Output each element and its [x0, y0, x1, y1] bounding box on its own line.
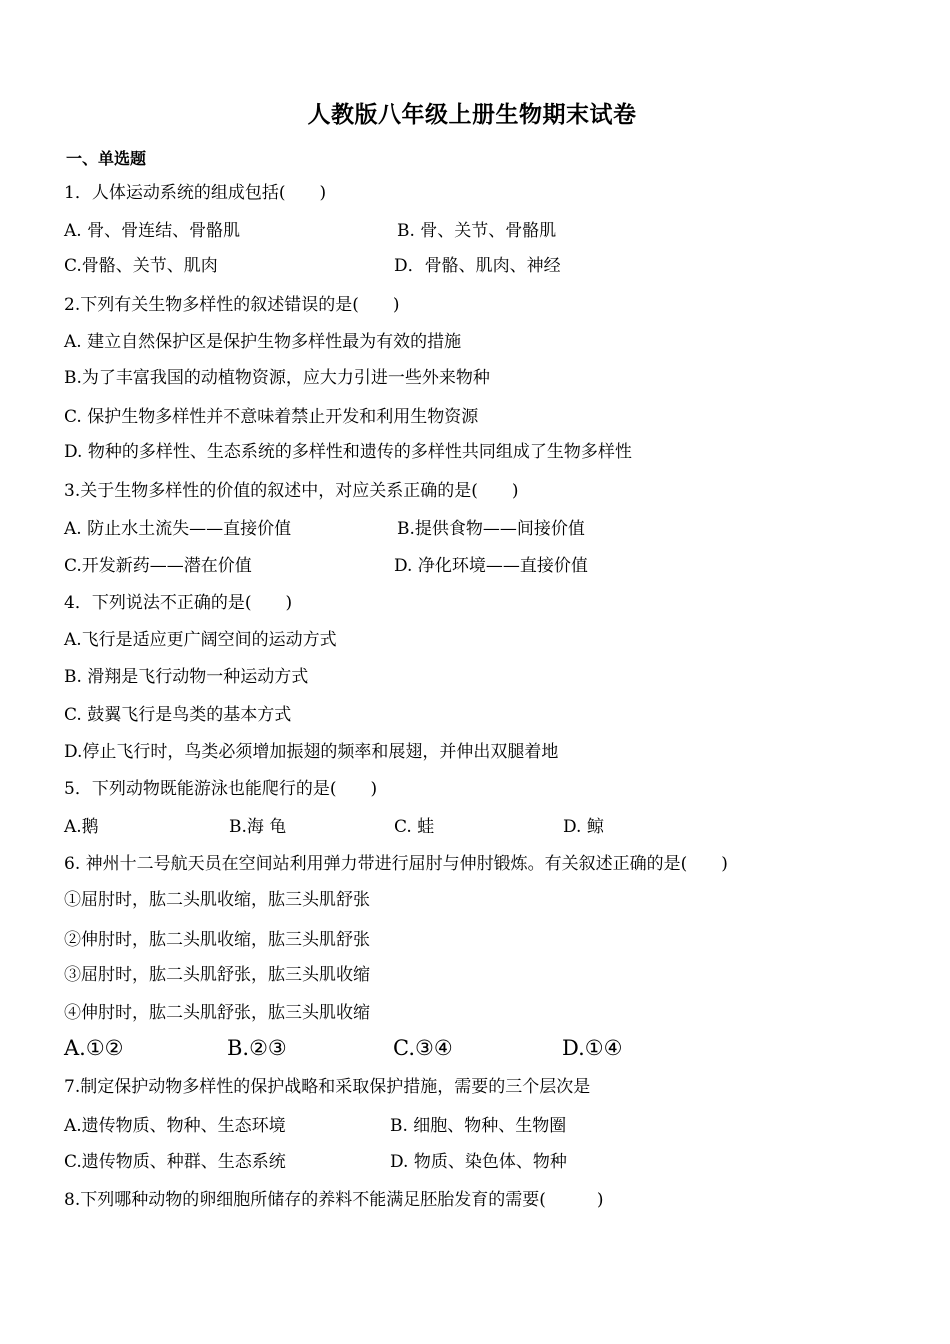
question-6-statement-4: ④伸肘时，肱二头肌舒张，肱三头肌收缩 — [64, 1003, 370, 1023]
question-3-option-c: C.开发新药——潜在价值 — [64, 556, 252, 576]
question-2-stem: 2.下列有关生物多样性的叙述错误的是( ) — [64, 295, 400, 315]
question-1-option-b: B. 骨、关节、骨骼肌 — [397, 221, 557, 241]
question-5-option-d: D. 鲸 — [563, 817, 604, 837]
question-4-option-d: D.停止飞行时，鸟类必须增加振翅的频率和展翅，并伸出双腿着地 — [64, 742, 559, 762]
question-3-option-b: B.提供食物——间接价值 — [397, 519, 585, 539]
page-title: 人教版八年级上册生物期末试卷 — [307, 101, 637, 128]
question-1-stem: 1．人体运动系统的组成包括( ) — [64, 183, 327, 203]
question-7-option-a: A.遗传物质、物种、生态环境 — [64, 1116, 286, 1136]
question-6-stem: 6. 神州十二号航天员在空间站利用弹力带进行屈肘与伸肘锻炼。有关叙述正确的是( ) — [64, 854, 728, 874]
question-5-option-c: C. 蛙 — [394, 817, 435, 837]
question-4-stem: 4．下列说法不正确的是( ) — [64, 593, 293, 613]
question-4-option-c: C. 鼓翼飞行是鸟类的基本方式 — [64, 705, 292, 725]
question-3-option-d: D. 净化环境——直接价值 — [394, 556, 588, 576]
question-5-stem: 5．下列动物既能游泳也能爬行的是( ) — [64, 779, 378, 799]
question-1-option-c: C.骨骼、关节、肌肉 — [64, 256, 218, 276]
question-2-option-d: D. 物种的多样性、生态系统的多样性和遗传的多样性共同组成了生物多样性 — [64, 442, 632, 462]
question-6-option-b: B.②③ — [227, 1036, 287, 1060]
question-4-option-b: B. 滑翔是飞行动物一种运动方式 — [64, 667, 309, 687]
question-6-statement-3: ③屈肘时，肱二头肌舒张，肱三头肌收缩 — [64, 965, 370, 985]
question-7-option-c: C.遗传物质、种群、生态系统 — [64, 1152, 286, 1172]
question-2-option-b: B.为了丰富我国的动植物资源，应大力引进一些外来物种 — [64, 368, 490, 388]
question-6-option-c: C.③④ — [393, 1036, 453, 1060]
question-1-option-d: D．骨骼、肌肉、神经 — [394, 256, 561, 276]
question-5-option-b: B.海 龟 — [229, 817, 287, 837]
question-7-stem: 7.制定保护动物多样性的保护战略和采取保护措施，需要的三个层次是 — [64, 1077, 591, 1097]
question-4-option-a: A.飞行是适应更广阔空间的运动方式 — [64, 630, 337, 650]
section-heading: 一、单选题 — [66, 149, 147, 168]
question-8-stem: 8.下列哪种动物的卵细胞所储存的养料不能满足胚胎发育的需要( ) — [64, 1190, 604, 1210]
question-6-option-d: D.①④ — [562, 1036, 623, 1060]
question-3-option-a: A. 防止水土流失——直接价值 — [64, 519, 292, 539]
question-6-statement-2: ②伸肘时，肱二头肌收缩，肱三头肌舒张 — [64, 930, 370, 950]
question-3-stem: 3.关于生物多样性的价值的叙述中，对应关系正确的是( ) — [64, 481, 519, 501]
question-2-option-c: C. 保护生物多样性并不意味着禁止开发和利用生物资源 — [64, 407, 479, 427]
question-1-option-a: A. 骨、骨连结、骨骼肌 — [64, 221, 241, 241]
question-6-option-a: A.①② — [64, 1036, 124, 1060]
question-7-option-d: D. 物质、染色体、物种 — [390, 1152, 567, 1172]
question-6-statement-1: ①屈肘时，肱二头肌收缩，肱三头肌舒张 — [64, 890, 370, 910]
question-5-option-a: A.鹅 — [64, 817, 99, 837]
question-2-option-a: A. 建立自然保护区是保护生物多样性最为有效的措施 — [64, 332, 462, 352]
question-7-option-b: B. 细胞、物种、生物圈 — [390, 1116, 567, 1136]
